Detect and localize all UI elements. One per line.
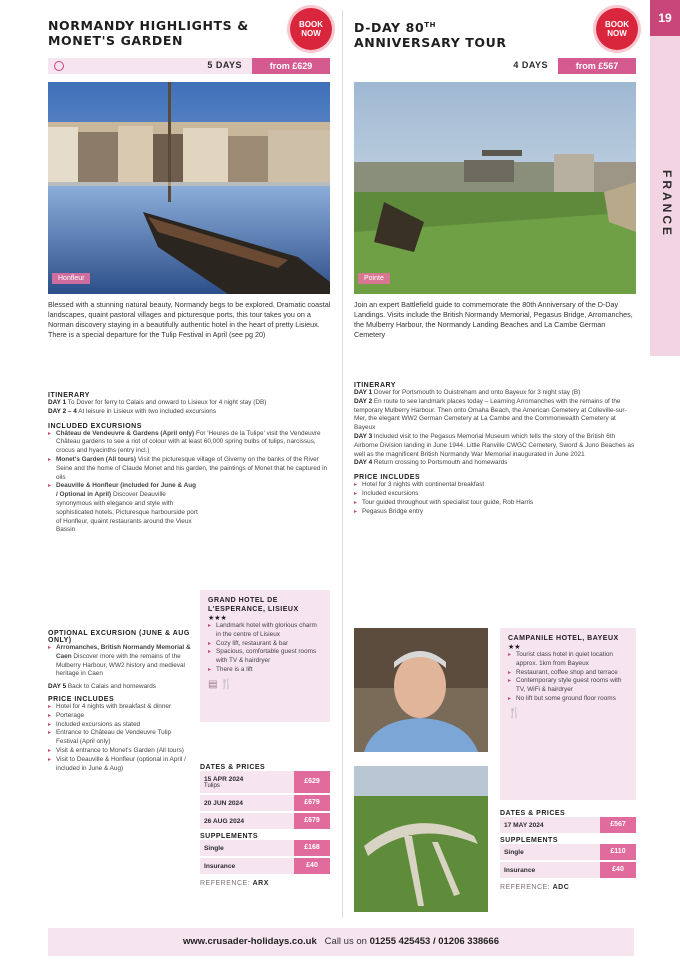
supplement-row-label: Single: [204, 844, 224, 852]
hotel-stars: ★★: [508, 644, 521, 651]
list-item: ▸ Porterage: [48, 712, 194, 721]
tour-duration: 5 DAYS: [207, 60, 242, 70]
date-row-price: £679: [294, 813, 330, 829]
tour-title: NORMANDY HIGHLIGHTS & MONET'S GARDEN: [48, 18, 249, 48]
intro-text: Join an expert Battlefield guide to commemorate the 80th Anniversary of the D-Day Landings. Visits include the British Normandy Memorial, Pegasus Bridge, Arromanches, the Mulberry Harbour, the Normandy Landing Beaches and La Cambe German Cemetery: [354, 300, 633, 339]
excursions-heading: INCLUDED EXCURSIONS: [48, 422, 142, 430]
circle-icon: [54, 61, 64, 71]
dates-list: [500, 817, 636, 833]
itinerary-heading: ITINERARY: [354, 382, 396, 389]
photo-caption: Honfleur: [52, 273, 90, 284]
itinerary-day2-4: DAY 2 – 4 At leisure in Lisieux with two included excursions: [48, 407, 217, 415]
tour-description: [48, 300, 332, 340]
date-row: [500, 817, 636, 833]
excursion-item: ▸ Deauville & Honfleur (included for June & Aug / Optional in April) Discover Deauville synonymous with elegance and style with sophisticated hotels, Picturesque harbourside port of Honfleur, quaint restaurants around the Vieux Bassin: [48, 482, 198, 535]
date-row-price: £679: [294, 795, 330, 811]
date-row-label: 20 JUN 2024: [204, 799, 243, 807]
memorial-aerial-photo: [354, 766, 488, 912]
date-row-price: £629: [294, 771, 330, 793]
dates-list: [200, 771, 330, 829]
supplement-row-price: £168: [294, 840, 330, 856]
optional-heading: OPTIONAL EXCURSION (JUNE & AUG ONLY): [48, 630, 190, 644]
honfleur-photo: [48, 82, 330, 294]
book-now-badge[interactable]: BOOK NOW: [596, 8, 638, 50]
reference: REFERENCE: ADC: [500, 884, 570, 891]
price-includes-heading: PRICE INCLUDES: [48, 695, 115, 703]
price-includes-list: [48, 703, 194, 773]
intro-text: Blessed with a stunning natural beauty, Normandy begs to be explored. Dramatic coastal landscapes, quaint pastoral villages and picturesque ports, this tour takes you on a Norman discovery staying in a beautifully authentic hotel in the heart of pretty Lisieux. There is a special departure for the Tulip Festival in April (see pg 20): [48, 300, 331, 339]
lift-icon: ▤: [208, 678, 218, 690]
optional-item: ▸ Arromanches, British Normandy Memorial & Caen Discover more with the remains of the Mulberry Harbour, WW2 history and medieval heritage in Caen: [48, 644, 194, 679]
hotel-info-box: [500, 628, 636, 800]
column-divider: [342, 10, 343, 918]
itinerary-day4: DAY 4 Return crossing to Portsmouth and homewards: [354, 459, 508, 467]
list-item: ▸ There is a lift: [208, 666, 322, 675]
list-item: ▸ Tour guided throughout with specialist tour guide, Rob Harris: [354, 499, 638, 508]
supplement-row-label: Single: [504, 848, 524, 856]
supplement-row-price: £40: [294, 858, 330, 874]
optional-list: [48, 644, 194, 679]
website-link[interactable]: www.crusader-holidays.co.uk: [183, 936, 317, 947]
list-item: ▸ Contemporary style guest rooms with TV, WiFi & hairdryer: [508, 677, 628, 695]
page-number: 19: [650, 0, 680, 36]
footer-bar: [48, 928, 634, 956]
date-row-label: 26 AUG 2024: [204, 817, 245, 825]
excursion-list: [48, 430, 332, 536]
supplements-list: [500, 844, 636, 878]
date-row: [200, 771, 330, 793]
hotel-feature-list: [208, 622, 322, 675]
list-item: ▸ Visit & entrance to Monet's Garden (All tours): [48, 747, 194, 756]
date-row-price: £567: [600, 817, 636, 833]
itinerary-heading: ITINERARY: [48, 392, 90, 399]
list-item: ▸ No lift but some ground floor rooms: [508, 695, 628, 704]
tour-meta-bar: [354, 58, 636, 74]
supplements-list: [200, 840, 330, 874]
restaurant-icon: 🍴: [220, 678, 233, 690]
pointe-photo: [354, 82, 636, 294]
itinerary-day1: DAY 1 Dover for Portsmouth to Ouistreham and onto Bayeux for 3 night stay (B): [354, 389, 581, 396]
dates-prices-box: [200, 760, 330, 887]
facility-icons: [208, 679, 322, 690]
dates-prices-box: [500, 806, 636, 891]
supplements-heading: SUPPLEMENTS: [200, 833, 259, 840]
list-item: ▸ Pegasus Bridge entry: [354, 508, 638, 517]
itinerary-day3: DAY 3 Included visit to the Pegasus Memorial Museum which tells the story of the British 6th Airborne Division landing in June 1944. Little Ranville CWGC Cemetery, Sword & Juno Beaches as well as the magnificent British Normandy War Memorial inaugurated in June 2021: [354, 432, 635, 458]
list-item: ▸ Tourist class hotel in quiet location approx. 1km from Bayeux: [508, 651, 628, 669]
list-item: ▸ Hotel for 4 nights with breakfast & dinner: [48, 703, 194, 712]
dates-heading: DATES & PRICES: [200, 764, 266, 771]
tour-meta-bar: [48, 58, 330, 74]
optional-section: [48, 626, 194, 773]
tour-description: [354, 300, 638, 340]
photo-caption: Pointe: [358, 273, 390, 284]
list-item: ▸ Visit to Deauville & Honfleur (optional in April / included in June & Aug): [48, 756, 194, 774]
supplement-row: [200, 858, 330, 874]
supplement-row: [500, 862, 636, 878]
tour-duration: 4 DAYS: [513, 60, 548, 70]
facility-icons: [508, 708, 628, 719]
supplement-row-label: Insurance: [504, 866, 536, 874]
hotel-info-box: [200, 590, 330, 722]
list-item: ▸ Restaurant, coffee shop and terrace: [508, 669, 628, 678]
itinerary-day5: DAY 5 Back to Calais and homewards: [48, 683, 156, 691]
hotel-feature-list: [508, 651, 628, 704]
list-item: ▸ Hotel for 3 nights with continental breakfast: [354, 481, 638, 490]
hotel-name: GRAND HOTEL DE L'ESPERANCE, LISIEUX: [208, 597, 299, 613]
date-row-label: 17 MAY 2024: [504, 821, 544, 829]
supplement-row: [200, 840, 330, 856]
tour-price: from £629: [252, 58, 330, 74]
supplement-row-label: Insurance: [204, 862, 236, 870]
list-item: ▸ Cozy lift, restaurant & bar: [208, 640, 322, 649]
hotel-name: CAMPANILE HOTEL, BAYEUX: [508, 635, 619, 642]
dates-heading: DATES & PRICES: [500, 810, 566, 817]
list-item: ▸ Landmark hotel with glorious charm in the centre of Lisieux: [208, 622, 322, 640]
price-includes-heading: PRICE INCLUDES: [354, 474, 421, 482]
tour-title: D-DAY 80TH ANNIVERSARY TOUR: [354, 20, 507, 51]
list-item: ▸ Spacious, comfortable guest rooms with TV & hairdryer: [208, 648, 322, 666]
supplement-row-price: £110: [600, 844, 636, 860]
itinerary-section: [354, 378, 638, 516]
price-includes-list: [354, 481, 638, 516]
itinerary-day2: DAY 2 En route to see landmark places today – Learning Arromanches with the remains of the temporary Mulberry Harbour. Then onto Omaha Beach, the American Cemetery at Colleville-sur-Mer, the elegant WW2 German Cemetery at La Cambe and the Commonwealth Cemetery at Bayeux: [354, 397, 627, 432]
list-item: ▸ Entrance to Château de Vendeuvre Tulip Festival (April only): [48, 729, 194, 747]
guide-portrait: [354, 628, 488, 752]
list-item: ▸ Included excursions as stated: [48, 721, 194, 730]
restaurant-icon: 🍴: [508, 707, 521, 719]
country-label: FRANCE: [660, 170, 674, 238]
itinerary-day1: DAY 1 To Dover for ferry to Calais and onward to Lisieux for 4 night stay (DB): [48, 399, 267, 406]
date-row: [200, 795, 330, 811]
date-row-label: 15 APR 2024 Tulips: [204, 775, 244, 789]
phone-numbers[interactable]: 01255 425453 / 01206 338666: [369, 936, 499, 947]
tour-price: from £567: [558, 58, 636, 74]
excursion-item: ▸ Monet's Garden (All tours) Visit the picturesque village of Giverny on the banks of the River Seine and the home of Claude Monet and his garden, the paintings of Monet that he captured in oils: [48, 456, 332, 482]
itinerary-section: [48, 388, 332, 535]
call-label: Call us on: [324, 936, 367, 947]
date-row: [200, 813, 330, 829]
hotel-stars: ★★★: [208, 615, 227, 622]
list-item: ▸ Included excursions: [354, 490, 638, 499]
reference: REFERENCE: ARX: [200, 880, 269, 887]
book-now-badge[interactable]: BOOK NOW: [290, 8, 332, 50]
supplements-heading: SUPPLEMENTS: [500, 837, 559, 844]
excursion-item: ▸ Château de Vendeuvre & Gardens (April only) For 'Heures de la Tulipe' visit the Vendeuvre Château gardens to see a riot of colour with at least 60,000 spring bulbs of tulips, narcissus, crocus and hyacinths (entry incl.): [48, 430, 332, 456]
supplement-row: [500, 844, 636, 860]
supplement-row-price: £40: [600, 862, 636, 878]
